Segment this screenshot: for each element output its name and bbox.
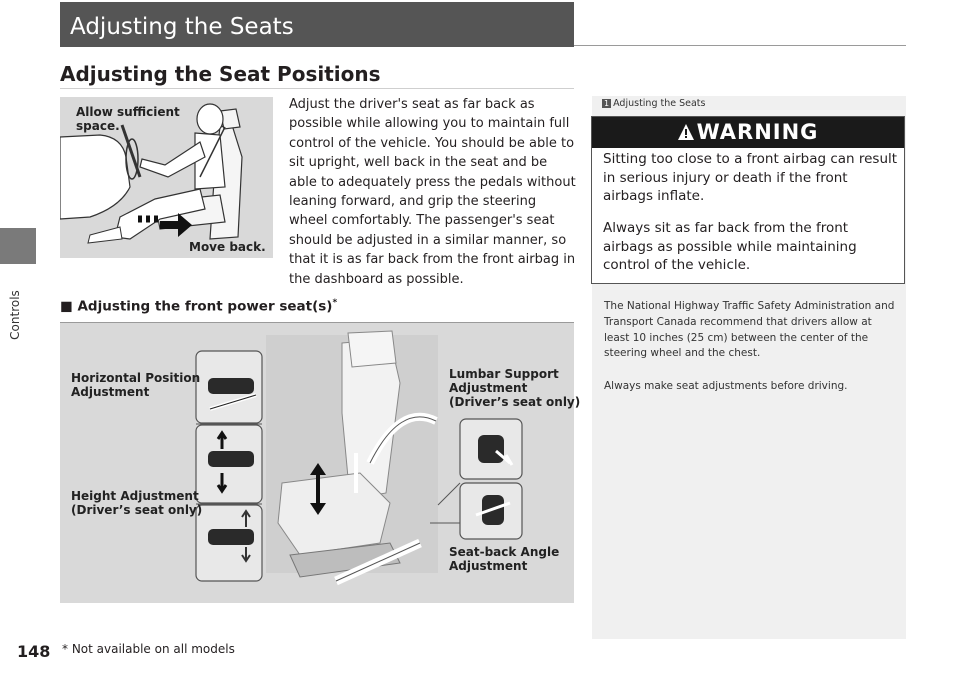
- subheading-text: Adjusting the front power seat(s): [77, 298, 333, 315]
- seat-back-angle-label: Seat-back Angle Adjustment: [449, 545, 560, 573]
- section-title: Adjusting the Seat Positions: [60, 62, 381, 86]
- section-divider: [60, 88, 574, 89]
- page-number: 148: [17, 642, 51, 661]
- chapter-tab-marker: [0, 228, 36, 264]
- height-adjustment-label: Height Adjustment (Driver’s seat only): [71, 489, 203, 517]
- horizontal-position-label: Horizontal Position Adjustment: [71, 371, 201, 399]
- page-title: Adjusting the Seats: [70, 14, 294, 40]
- warning-text: Sitting too close to a front airbag can result in serious injury or death if the front airbags inflate.: [603, 151, 898, 204]
- subheading-marker: ■: [60, 298, 73, 315]
- chapter-label: Controls: [8, 290, 22, 340]
- warning-icon: [678, 124, 694, 140]
- footnote: * Not available on all models: [62, 642, 235, 656]
- notes-heading: 1 Adjusting the Seats: [604, 98, 706, 109]
- lumbar-support-label: Lumbar Support Adjustment (Driver’s seat only): [449, 367, 581, 409]
- move-back-label: Move back.: [189, 240, 266, 254]
- subheading-asterisk: *: [332, 298, 338, 308]
- body-paragraph: Adjust the driver's seat as far back as possible while allowing you to maintain full control of the vehicle. You should be able to sit upright, well back in the seat and be able to adequately press the pedals without leaning forward, and grip the steering wheel comfortably. The passenger's seat should be adjusted in a similar manner, so that it is as far back from the front airbag in the dashboard as possible.: [289, 97, 576, 287]
- warning-title: WARNING: [592, 117, 904, 148]
- reference-marker: 1: [604, 99, 610, 108]
- header-divider: [574, 45, 906, 46]
- note-paragraph: The National Highway Traffic Safety Administration and Transport Canada recommend that drivers allow at least 10 inches (25 cm) between the center of the steering wheel and the chest.: [604, 300, 895, 360]
- allow-space-label: Allow sufficient space.: [76, 105, 180, 133]
- warning-text-2: Always sit as far back from the front airbags as possible while maintaining control of the vehicle.: [603, 220, 857, 273]
- note-paragraph-2: Always make seat adjustments before driving.: [604, 380, 848, 392]
- subheading: [60, 298, 337, 315]
